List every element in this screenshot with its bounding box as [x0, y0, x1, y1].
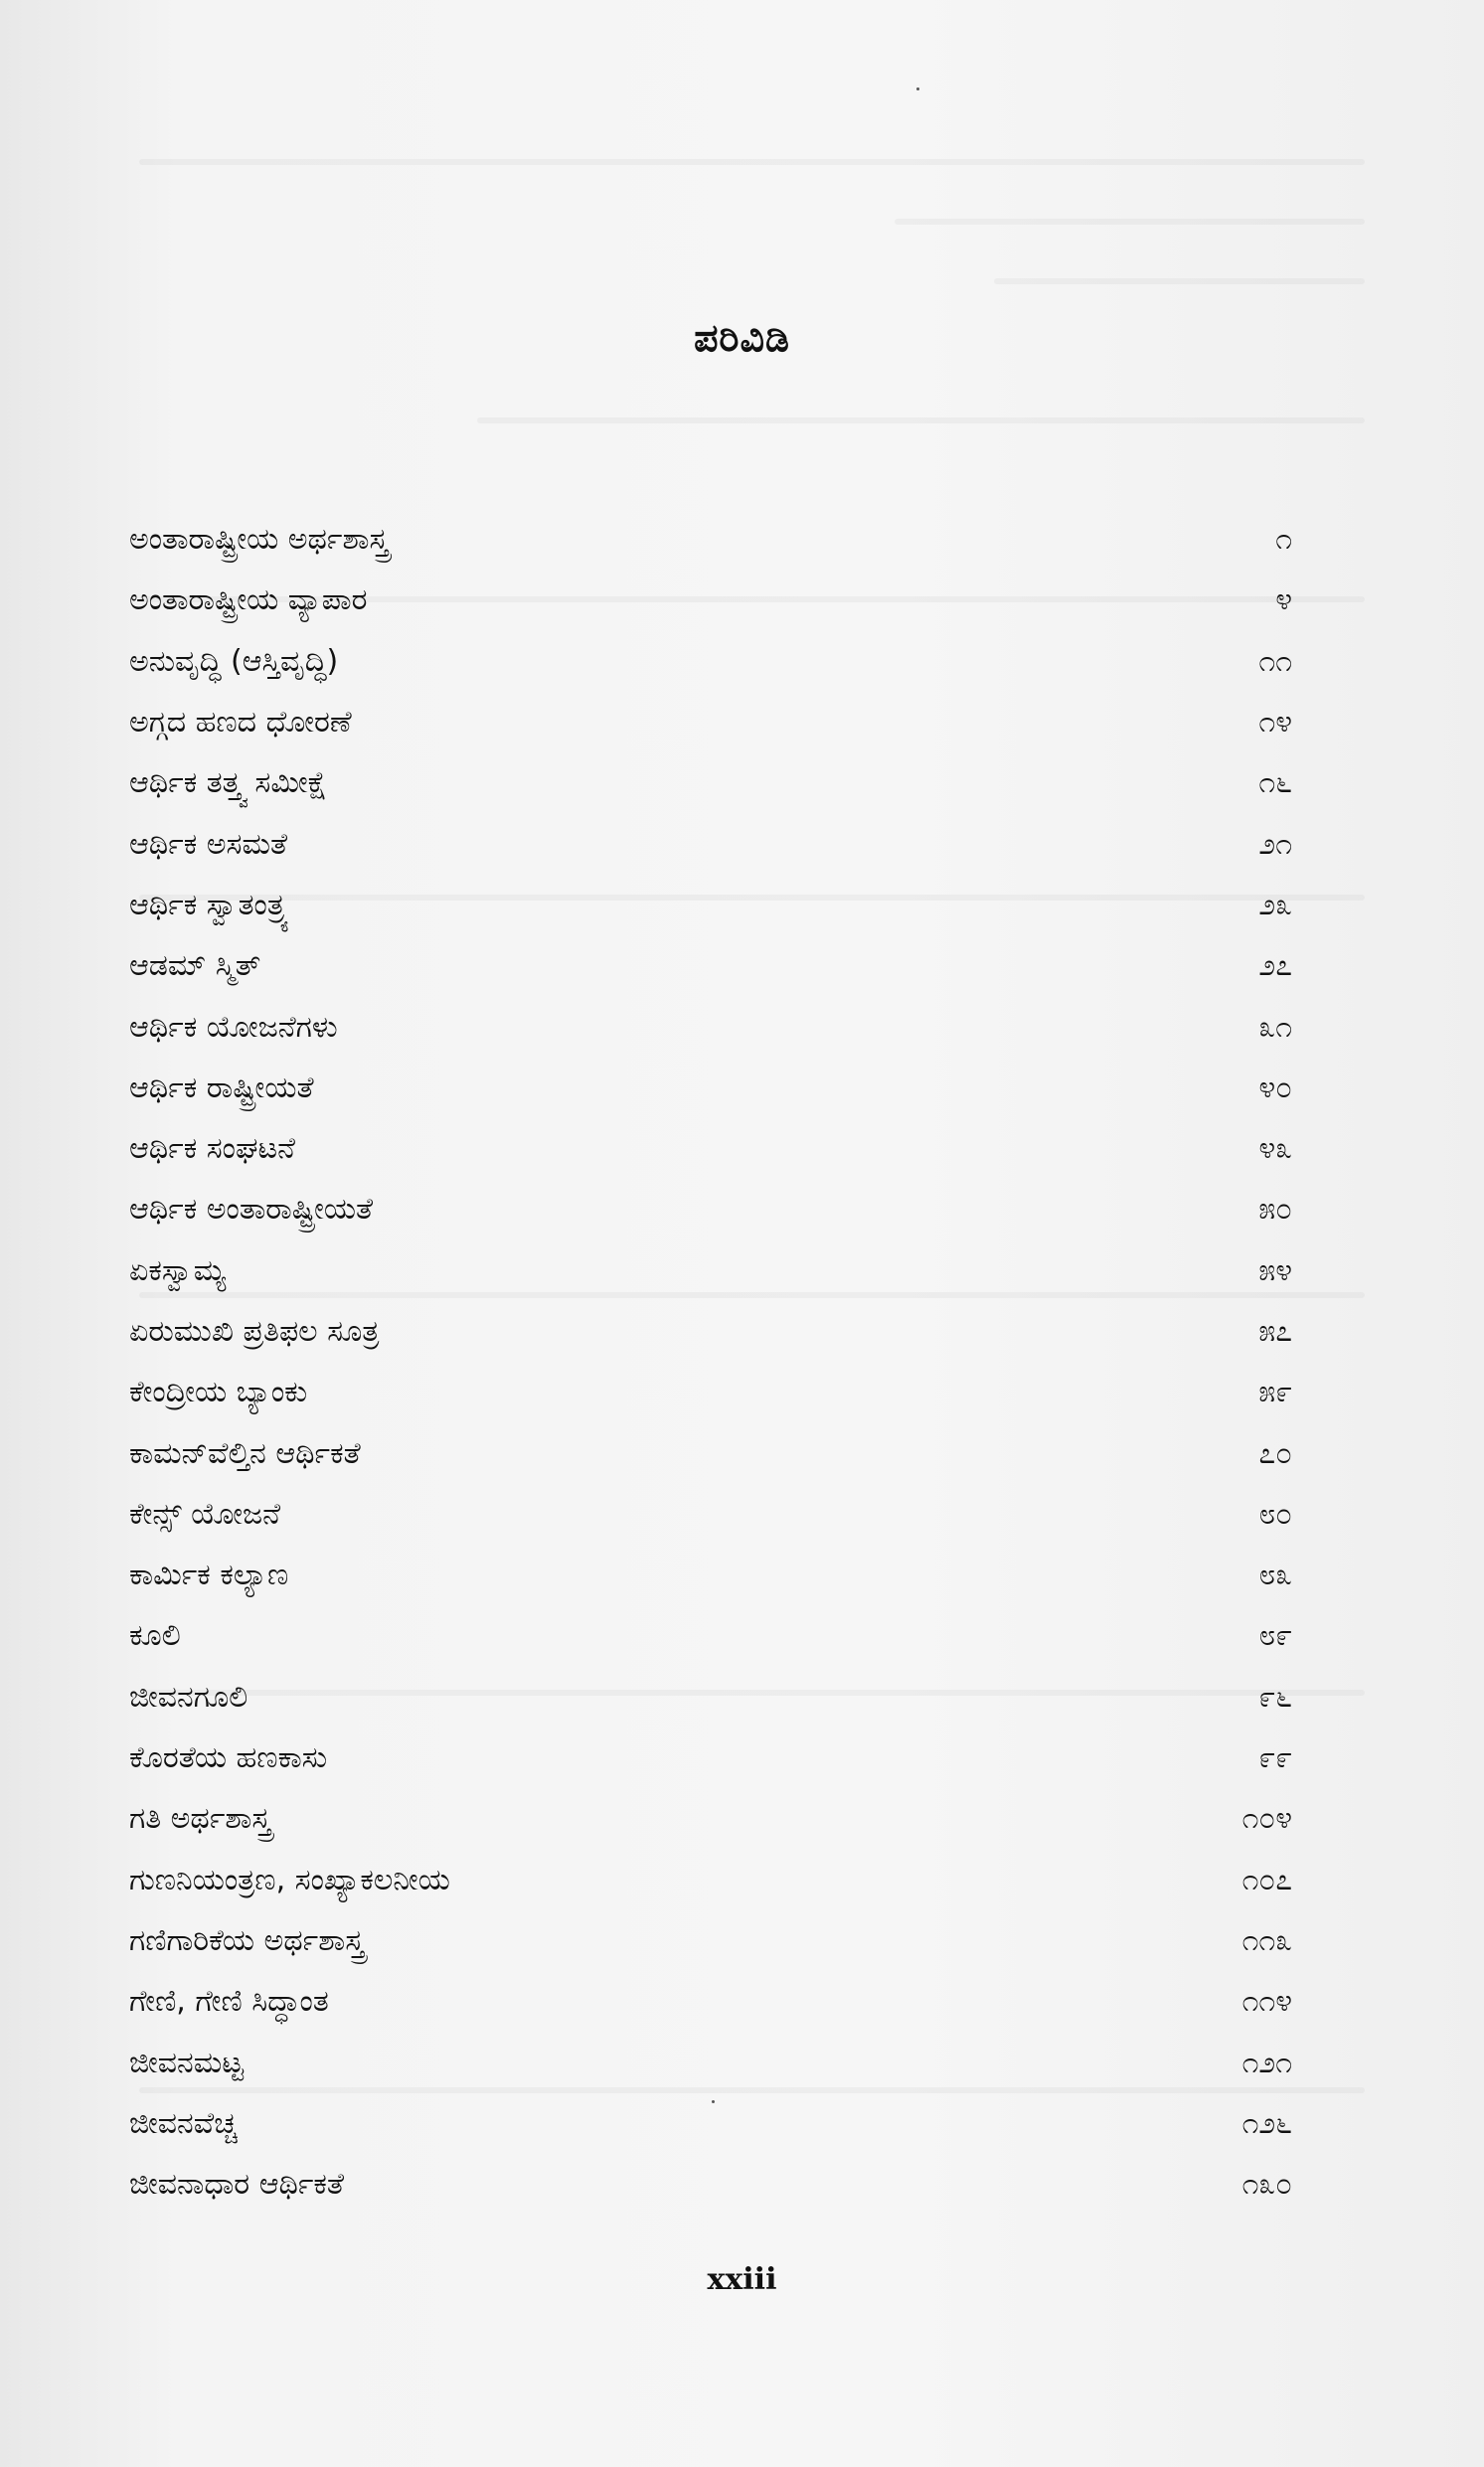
toc-entry-label: ಜೀವನಗೂಲಿ [129, 1679, 248, 1715]
toc-entry [129, 509, 1292, 570]
toc-entry [129, 1727, 1292, 1788]
toc-entry-label: ಕಾಮನ್‌ವೆಲ್ತಿನ ಆರ್ಥಿಕತೆ [129, 1435, 361, 1471]
toc-entry [129, 875, 1292, 935]
toc-entry [129, 1910, 1292, 1971]
toc-entry-page: ೨೭ [1258, 948, 1292, 984]
toc-entry [129, 1362, 1292, 1422]
toc-entry [129, 1971, 1292, 2032]
paper-speck [916, 87, 919, 90]
toc-entry-label: ಆಡಮ್ ಸ್ಮಿತ್ [129, 948, 261, 984]
toc-entry-label: ಏರುಮುಖಿ ಪ್ರತಿಫಲ ಸೂತ್ರ [129, 1314, 380, 1349]
toc-entry-page: ೧೦೭ [1241, 1862, 1292, 1897]
toc-entry [129, 1179, 1292, 1239]
toc-entry-page: ೪ [1275, 582, 1292, 618]
toc-entry [129, 2093, 1292, 2154]
toc-entry-label: ಏಕಸ್ವಾಮ್ಯ [129, 1252, 227, 1288]
toc-entry [129, 692, 1292, 752]
toc-entry-page: ೫೯ [1258, 1375, 1292, 1410]
toc-entry-page: ೯೬ [1258, 1679, 1292, 1715]
show-through-line [994, 278, 1365, 284]
toc-entry [129, 996, 1292, 1057]
toc-entry-label: ಅಂತಾರಾಷ್ಟ್ರೀಯ ವ್ಯಾಪಾರ [129, 582, 368, 618]
toc-entry-page: ೧೬ [1258, 765, 1292, 801]
toc-entry [129, 2154, 1292, 2215]
toc-entry-page: ೧೧೩ [1241, 1922, 1292, 1958]
toc-entry-page: ೮೦ [1258, 1496, 1292, 1532]
toc-entry [129, 1118, 1292, 1179]
show-through-line [895, 219, 1365, 225]
toc-entry-page: ೮೩ [1258, 1558, 1292, 1593]
toc-entry-page: ೮೯ [1258, 1618, 1292, 1654]
toc-entry-label: ಗಣಿಗಾರಿಕೆಯ ಅರ್ಥಶಾಸ್ತ್ರ [129, 1922, 365, 1958]
toc-entry [129, 2032, 1292, 2092]
toc-entry-label: ಗುಣನಿಯಂತ್ರಣ, ಸಂಖ್ಯಾಕಲನೀಯ [129, 1862, 450, 1897]
toc-entry-page: ೧೧೪ [1241, 1984, 1292, 2020]
toc-entry [129, 631, 1292, 692]
toc-entry [129, 813, 1292, 874]
toc-entry-page: ೫೪ [1258, 1252, 1292, 1288]
toc-entry-page: ೧೩೦ [1241, 2167, 1292, 2203]
toc-entry-page: ೫೭ [1258, 1314, 1292, 1349]
toc-entry-label: ಆರ್ಥಿಕ ಸ್ವಾತಂತ್ರ್ಯ [129, 887, 290, 922]
toc-entry-page: ೪೩ [1258, 1131, 1292, 1167]
toc-entry [129, 752, 1292, 813]
page-number: xxiii [707, 2262, 777, 2297]
toc-entry [129, 1240, 1292, 1301]
show-through-line [139, 159, 1365, 165]
toc-entry-page: ೧ [1275, 522, 1292, 558]
toc-entry-page: ೨೩ [1258, 887, 1292, 922]
page-title: ಪರಿವಿಡಿ [694, 316, 790, 360]
toc-entry-page: ೧೦೪ [1241, 1801, 1292, 1837]
toc-entry-page: ೩೧ [1258, 1009, 1292, 1045]
toc-entry [129, 935, 1292, 996]
toc-entry-label: ಕೂಲಿ [129, 1618, 181, 1654]
toc-entry-label: ಜೀವನಮಟ್ಟ [129, 2045, 245, 2080]
toc-entry-page: ೯೯ [1258, 1740, 1292, 1776]
toc-entry-label: ಆರ್ಥಿಕ ತತ್ತ್ವ ಸಮೀಕ್ಷೆ [129, 765, 328, 801]
toc-entry [129, 1850, 1292, 1910]
toc-entry-label: ಕೇಂದ್ರೀಯ ಬ್ಯಾಂಕು [129, 1375, 308, 1410]
toc-entry-label: ಆರ್ಥಿಕ ಅಂತಾರಾಷ್ಟ್ರೀಯತೆ [129, 1192, 374, 1228]
toc-entry-label: ಅಗ್ಗದ ಹಣದ ಧೋರಣೆ [129, 705, 352, 740]
toc-entry-page: ೧೨೧ [1241, 2045, 1292, 2080]
toc-entry [129, 1545, 1292, 1605]
toc-entry-label: ಕೇನ್ಸ್ ಯೋಜನೆ [129, 1496, 281, 1532]
toc-entry-label: ಆರ್ಥಿಕ ಸಂಘಟನೆ [129, 1131, 295, 1167]
toc-entry-label: ಜೀವನವೆಚ್ಚ [129, 2105, 238, 2141]
toc-entry [129, 1788, 1292, 1849]
toc-entry [129, 1301, 1292, 1362]
toc-entry-label: ಗೇಣಿ, ಗೇಣಿ ಸಿದ್ಧಾಂತ [129, 1984, 329, 2020]
toc-entry-label: ಆರ್ಥಿಕ ಯೋಜನೆಗಳು [129, 1009, 338, 1045]
toc-entry-label: ಕೊರತೆಯ ಹಣಕಾಸು [129, 1740, 328, 1776]
show-through-line [477, 417, 1365, 423]
toc-entry [129, 1058, 1292, 1118]
toc-entry-page: ೨೧ [1258, 826, 1292, 862]
toc-entry-page: ೧೨೬ [1241, 2105, 1292, 2141]
toc-entry-label: ಆರ್ಥಿಕ ಅಸಮತೆ [129, 826, 288, 862]
toc-entry-label: ಗತಿ ಅರ್ಥಶಾಸ್ತ್ರ [129, 1801, 271, 1837]
toc-entry-page: ೧೪ [1258, 705, 1292, 740]
toc-entry [129, 1422, 1292, 1483]
table-of-contents [129, 509, 1292, 2215]
toc-entry-page: ೫೦ [1258, 1192, 1292, 1228]
toc-entry [129, 570, 1292, 630]
toc-entry-page: ೧೧ [1258, 643, 1292, 679]
toc-entry [129, 1667, 1292, 1727]
toc-entry-page: ೭೦ [1258, 1435, 1292, 1471]
toc-entry [129, 1605, 1292, 1666]
toc-entry-label: ಜೀವನಾಧಾರ ಆರ್ಥಿಕತೆ [129, 2167, 345, 2203]
toc-entry-label: ಆರ್ಥಿಕ ರಾಷ್ಟ್ರೀಯತೆ [129, 1069, 314, 1105]
toc-entry [129, 1484, 1292, 1545]
toc-entry-label: ಅಂತಾರಾಷ್ಟ್ರೀಯ ಅರ್ಥಶಾಸ್ತ್ರ [129, 522, 389, 558]
toc-entry-label: ಅನುವೃದ್ಧಿ (ಆಸ್ತಿವೃದ್ಧಿ) [129, 643, 339, 679]
toc-entry-page: ೪೦ [1258, 1069, 1292, 1105]
toc-entry-label: ಕಾರ್ಮಿಕ ಕಲ್ಯಾಣ [129, 1558, 289, 1593]
